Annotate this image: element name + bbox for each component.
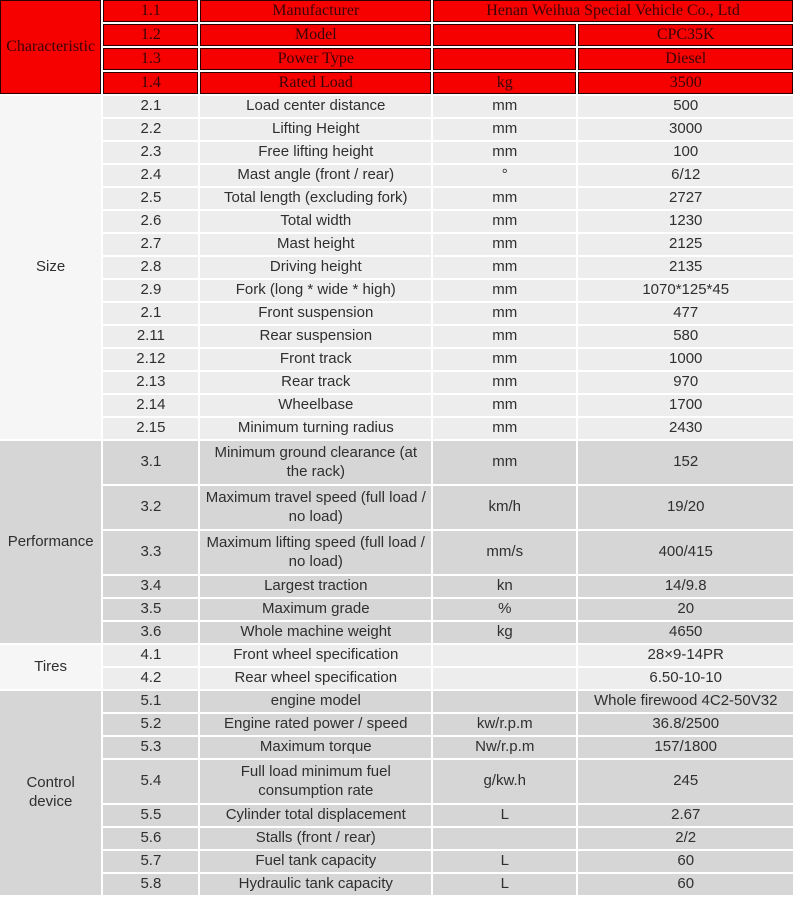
parameter-name-cell: Front suspension [200, 303, 431, 324]
table-row [0, 303, 793, 324]
unit-cell: L [433, 805, 576, 826]
table-row [0, 874, 793, 895]
value-cell: 6.50-10-10 [578, 668, 793, 689]
value-cell: 19/20 [578, 486, 793, 529]
table-row [0, 211, 793, 232]
value-cell: 580 [578, 326, 793, 347]
table-row [0, 805, 793, 826]
parameter-name-cell: Maximum travel speed (full load / no load) [200, 486, 431, 529]
value-cell: 970 [578, 372, 793, 393]
unit-cell [433, 645, 576, 666]
table-row [0, 24, 793, 46]
parameter-name-cell: Rated Load [200, 72, 431, 94]
table-row [0, 576, 793, 597]
unit-cell: mm [433, 96, 576, 117]
parameter-name-cell: Front wheel specification [200, 645, 431, 666]
row-number-cell: 3.2 [103, 486, 198, 529]
table-row [0, 599, 793, 620]
value-cell: 477 [578, 303, 793, 324]
unit-cell [433, 691, 576, 712]
value-cell: 2430 [578, 418, 793, 439]
value-cell: CPC35K [578, 24, 793, 46]
unit-cell: mm [433, 395, 576, 416]
unit-cell: mm [433, 257, 576, 278]
unit-cell: mm [433, 188, 576, 209]
parameter-name-cell: Driving height [200, 257, 431, 278]
value-cell: 28×9-14PR [578, 645, 793, 666]
row-number-cell: 4.1 [103, 645, 198, 666]
value-cell: Diesel [578, 48, 793, 70]
unit-cell: % [433, 599, 576, 620]
parameter-name-cell: Stalls (front / rear) [200, 828, 431, 849]
category-cell: Control device [0, 691, 101, 895]
parameter-name-cell: Rear wheel specification [200, 668, 431, 689]
table-row [0, 72, 793, 94]
value-cell: 500 [578, 96, 793, 117]
row-number-cell: 3.1 [103, 441, 198, 484]
unit-cell: mm/s [433, 531, 576, 574]
parameter-name-cell: Manufacturer [200, 0, 431, 22]
parameter-name-cell: Maximum lifting speed (full load / no load) [200, 531, 431, 574]
row-number-cell: 2.15 [103, 418, 198, 439]
unit-cell: mm [433, 211, 576, 232]
unit-cell: mm [433, 280, 576, 301]
row-number-cell: 5.2 [103, 714, 198, 735]
parameter-name-cell: Load center distance [200, 96, 431, 117]
value-cell: 60 [578, 874, 793, 895]
value-cell: 152 [578, 441, 793, 484]
unit-cell: kn [433, 576, 576, 597]
table-row [0, 714, 793, 735]
unit-cell: mm [433, 119, 576, 140]
table-row [0, 96, 793, 117]
value-cell: 14/9.8 [578, 576, 793, 597]
row-number-cell: 2.14 [103, 395, 198, 416]
unit-cell: km/h [433, 486, 576, 529]
row-number-cell: 5.6 [103, 828, 198, 849]
table-row [0, 142, 793, 163]
row-number-cell: 2.12 [103, 349, 198, 370]
row-number-cell: 2.2 [103, 119, 198, 140]
value-cell: 2125 [578, 234, 793, 255]
table-row [0, 418, 793, 439]
unit-cell: ° [433, 165, 576, 186]
row-number-cell: 4.2 [103, 668, 198, 689]
parameter-name-cell: Cylinder total displacement [200, 805, 431, 826]
parameter-name-cell: Rear track [200, 372, 431, 393]
unit-cell [433, 48, 576, 70]
value-cell: 100 [578, 142, 793, 163]
parameter-name-cell: Fork (long * wide * high) [200, 280, 431, 301]
row-number-cell: 5.1 [103, 691, 198, 712]
row-number-cell: 5.4 [103, 760, 198, 803]
row-number-cell: 5.3 [103, 737, 198, 758]
category-cell: Size [0, 96, 101, 439]
table-row [0, 395, 793, 416]
parameter-name-cell: Full load minimum fuel consumption rate [200, 760, 431, 803]
unit-cell: mm [433, 349, 576, 370]
unit-cell [433, 828, 576, 849]
value-cell: 2727 [578, 188, 793, 209]
row-number-cell: 5.8 [103, 874, 198, 895]
row-number-cell: 2.3 [103, 142, 198, 163]
parameter-name-cell: Power Type [200, 48, 431, 70]
value-cell: 20 [578, 599, 793, 620]
unit-cell: L [433, 874, 576, 895]
parameter-name-cell: Mast angle (front / rear) [200, 165, 431, 186]
table-row [0, 622, 793, 643]
parameter-name-cell: engine model [200, 691, 431, 712]
row-number-cell: 2.1 [103, 303, 198, 324]
table-row [0, 737, 793, 758]
table-row [0, 349, 793, 370]
unit-cell: mm [433, 418, 576, 439]
category-cell: Performance [0, 441, 101, 643]
category-cell: Tires [0, 645, 101, 689]
table-row [0, 165, 793, 186]
parameter-name-cell: Engine rated power / speed [200, 714, 431, 735]
table-row [0, 531, 793, 574]
row-number-cell: 3.3 [103, 531, 198, 574]
table-row [0, 851, 793, 872]
row-number-cell: 2.4 [103, 165, 198, 186]
row-number-cell: 2.7 [103, 234, 198, 255]
parameter-name-cell: Maximum torque [200, 737, 431, 758]
table-row [0, 0, 793, 22]
row-number-cell: 5.5 [103, 805, 198, 826]
parameter-name-cell: Whole machine weight [200, 622, 431, 643]
table-row [0, 441, 793, 484]
unit-cell: kw/r.p.m [433, 714, 576, 735]
row-number-cell: 3.4 [103, 576, 198, 597]
unit-cell [433, 24, 576, 46]
unit-cell: mm [433, 326, 576, 347]
row-number-cell: 2.13 [103, 372, 198, 393]
parameter-name-cell: Fuel tank capacity [200, 851, 431, 872]
table-row [0, 188, 793, 209]
parameter-name-cell: Minimum turning radius [200, 418, 431, 439]
table-row [0, 760, 793, 803]
table-row [0, 668, 793, 689]
table-row [0, 326, 793, 347]
value-cell: 1000 [578, 349, 793, 370]
value-cell: 3500 [578, 72, 793, 94]
parameter-name-cell: Total width [200, 211, 431, 232]
row-number-cell: 1.1 [103, 0, 198, 22]
row-number-cell: 2.9 [103, 280, 198, 301]
parameter-name-cell: Front track [200, 349, 431, 370]
table-row [0, 280, 793, 301]
value-cell: 3000 [578, 119, 793, 140]
unit-cell [433, 668, 576, 689]
row-number-cell: 5.7 [103, 851, 198, 872]
parameter-name-cell: Wheelbase [200, 395, 431, 416]
value-cell: 1700 [578, 395, 793, 416]
parameter-name-cell: Hydraulic tank capacity [200, 874, 431, 895]
parameter-name-cell: Minimum ground clearance (at the rack) [200, 441, 431, 484]
unit-cell: g/kw.h [433, 760, 576, 803]
row-number-cell: 3.5 [103, 599, 198, 620]
unit-cell: mm [433, 142, 576, 163]
parameter-name-cell: Maximum grade [200, 599, 431, 620]
unit-cell: mm [433, 303, 576, 324]
table-row [0, 691, 793, 712]
row-number-cell: 1.4 [103, 72, 198, 94]
parameter-name-cell: Mast height [200, 234, 431, 255]
row-number-cell: 3.6 [103, 622, 198, 643]
unit-cell: mm [433, 372, 576, 393]
parameter-name-cell: Model [200, 24, 431, 46]
table-row [0, 234, 793, 255]
unit-cell: mm [433, 441, 576, 484]
parameter-name-cell: Largest traction [200, 576, 431, 597]
table-row [0, 828, 793, 849]
row-number-cell: 2.11 [103, 326, 198, 347]
row-number-cell: 2.6 [103, 211, 198, 232]
parameter-name-cell: Lifting Height [200, 119, 431, 140]
row-number-cell: 1.3 [103, 48, 198, 70]
value-cell: 2/2 [578, 828, 793, 849]
value-cell: 2135 [578, 257, 793, 278]
unit-cell: kg [433, 622, 576, 643]
parameter-name-cell: Total length (excluding fork) [200, 188, 431, 209]
row-number-cell: 2.5 [103, 188, 198, 209]
row-number-cell: 2.8 [103, 257, 198, 278]
value-cell: 36.8/2500 [578, 714, 793, 735]
value-cell: 1070*125*45 [578, 280, 793, 301]
value-cell: 1230 [578, 211, 793, 232]
table-row [0, 257, 793, 278]
value-cell: 157/1800 [578, 737, 793, 758]
value-cell: 2.67 [578, 805, 793, 826]
row-number-cell: 1.2 [103, 24, 198, 46]
unit-cell: Nw/r.p.m [433, 737, 576, 758]
value-cell: 60 [578, 851, 793, 872]
value-cell: 245 [578, 760, 793, 803]
value-cell: Whole firewood 4C2-50V32 [578, 691, 793, 712]
value-cell: 4650 [578, 622, 793, 643]
table-row [0, 119, 793, 140]
table-row [0, 645, 793, 666]
value-cell: Henan Weihua Special Vehicle Co., Ltd [433, 0, 793, 22]
parameter-name-cell: Rear suspension [200, 326, 431, 347]
unit-cell: L [433, 851, 576, 872]
value-cell: 6/12 [578, 165, 793, 186]
row-number-cell: 2.1 [103, 96, 198, 117]
table-row [0, 372, 793, 393]
unit-cell: mm [433, 234, 576, 255]
parameter-name-cell: Free lifting height [200, 142, 431, 163]
table-row [0, 486, 793, 529]
table-row [0, 48, 793, 70]
category-cell: Characteristic [0, 0, 101, 94]
unit-cell: kg [433, 72, 576, 94]
value-cell: 400/415 [578, 531, 793, 574]
